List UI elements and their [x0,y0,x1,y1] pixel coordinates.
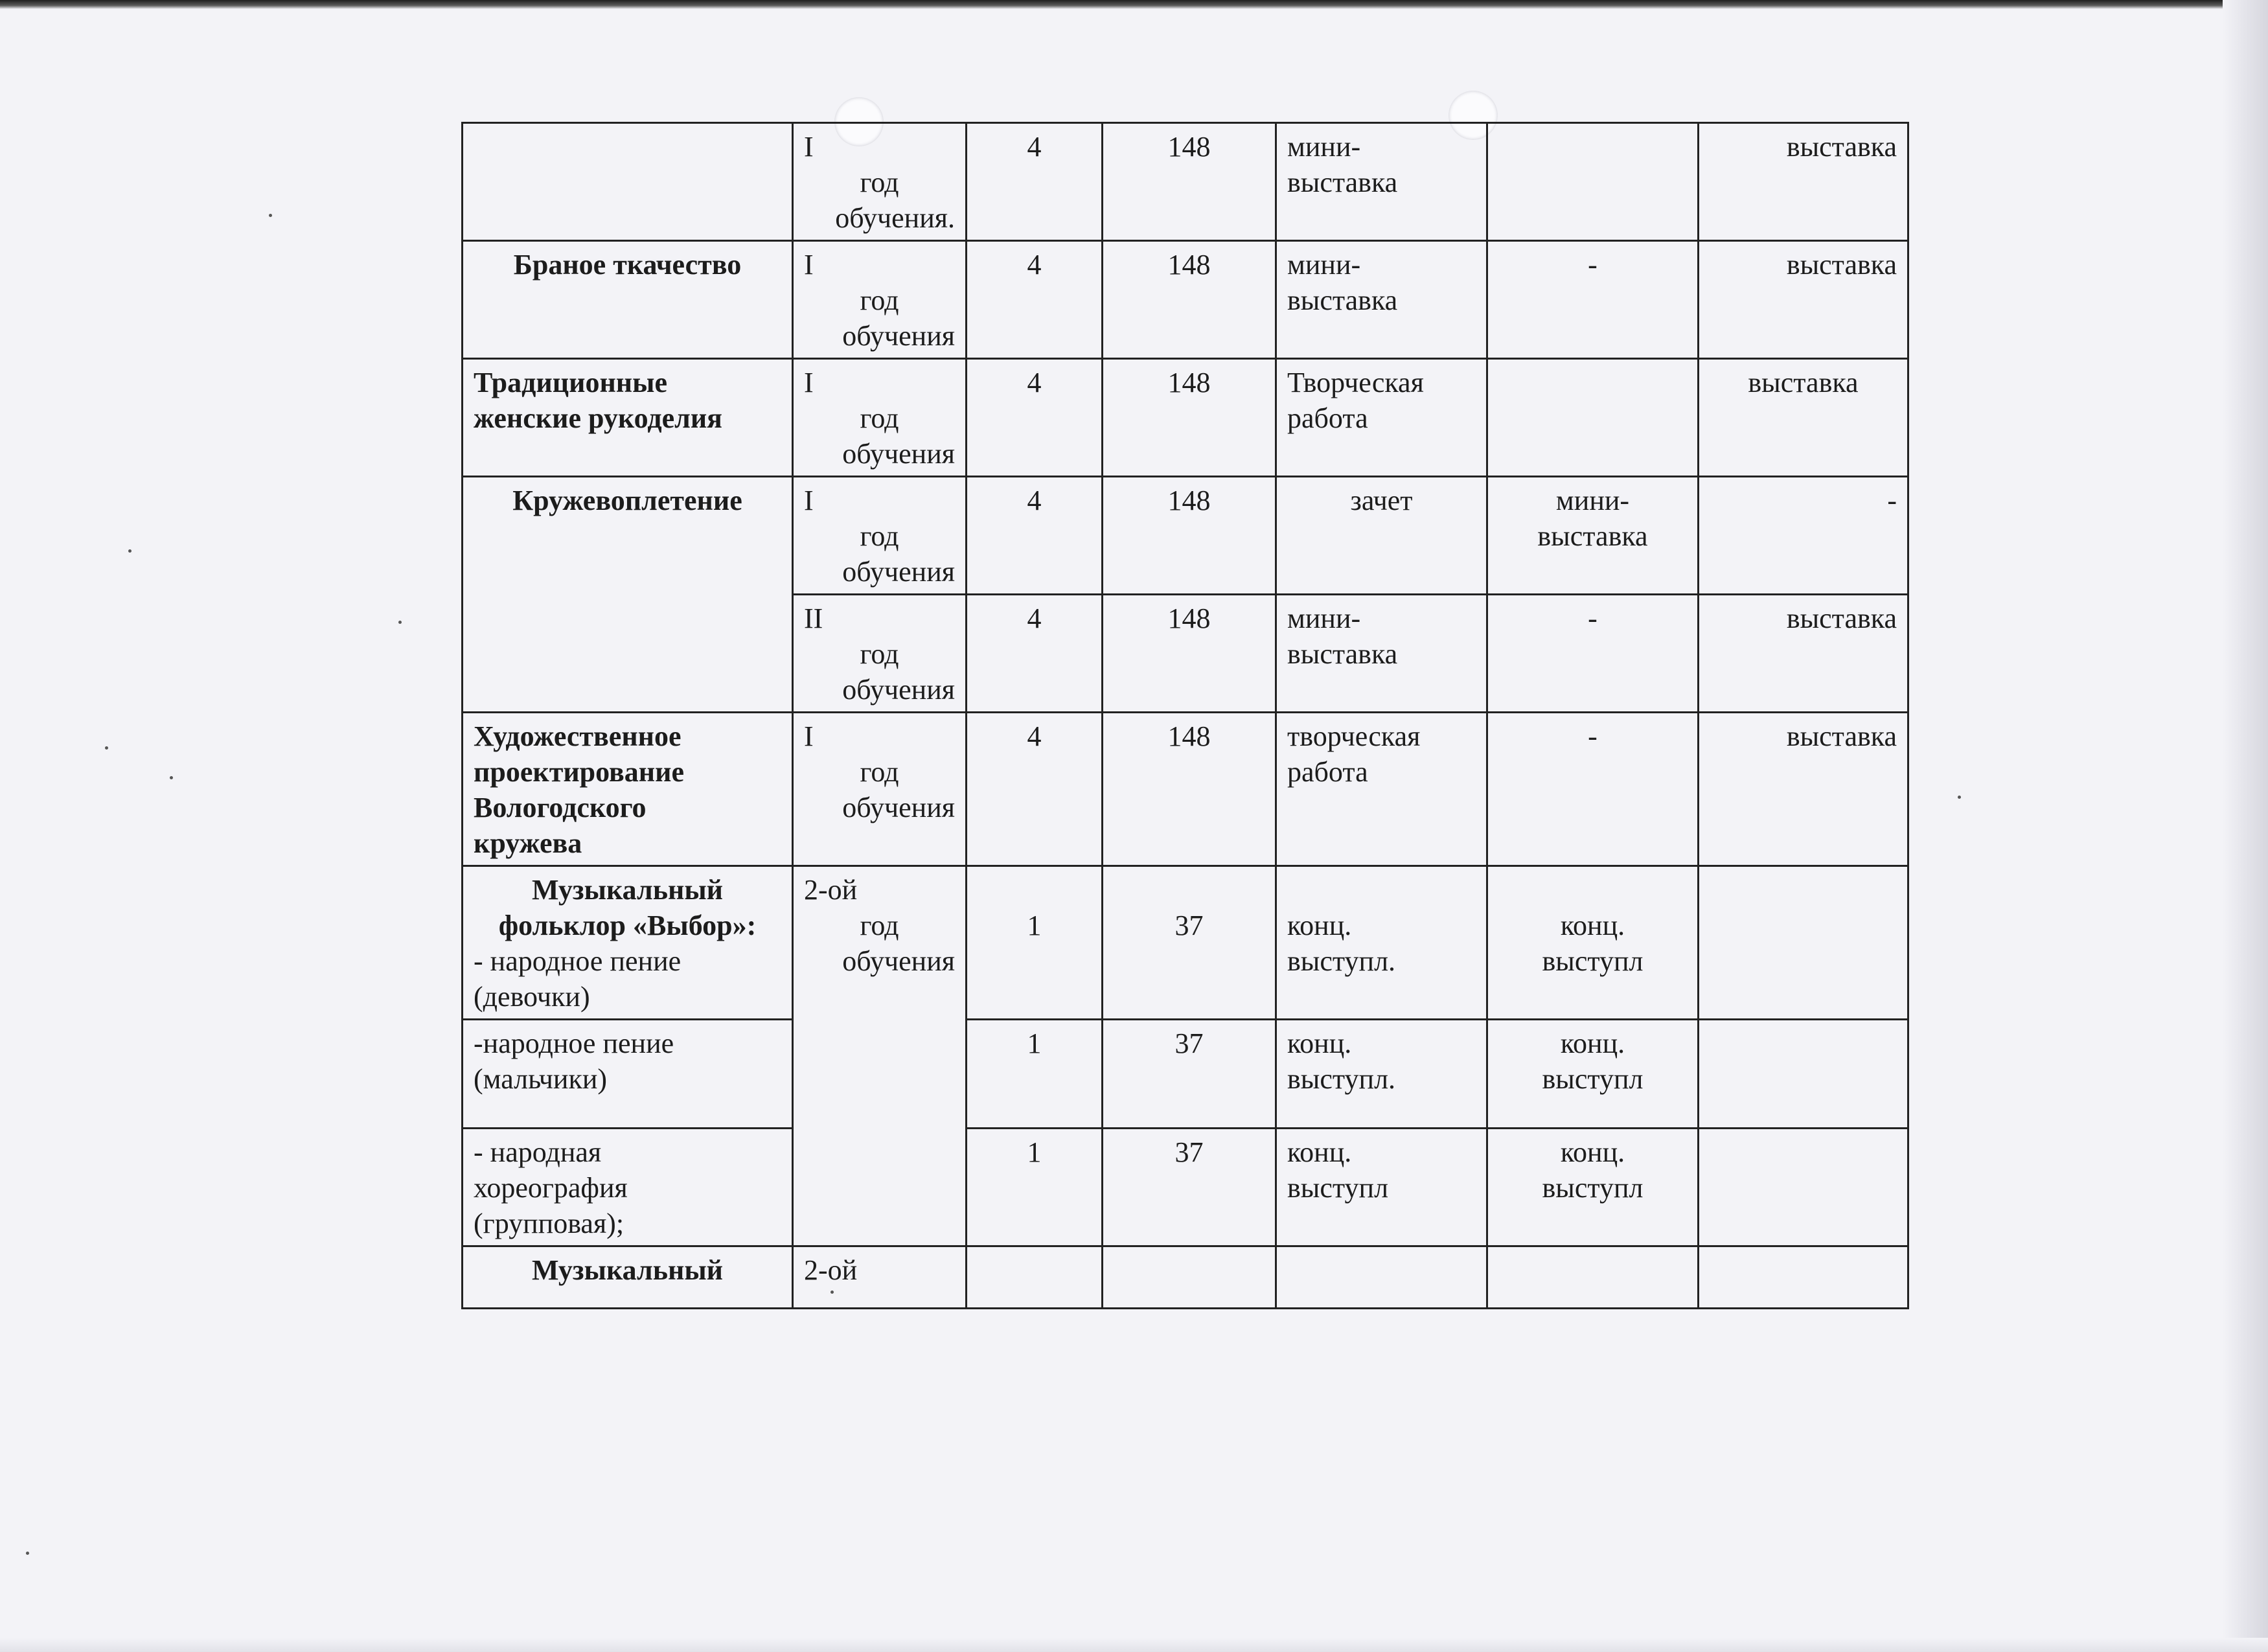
hours-total-cell [1103,477,1276,595]
cell-text-line: мини- [1287,249,1361,281]
assessment-2-cell [1487,1020,1699,1129]
assessment-3-cell [1699,477,1908,595]
cell-text-line: 1 [1027,1027,1042,1059]
scan-edge-bottom [0,1638,2268,1652]
scan-speck [170,776,173,779]
program-name-cell [463,1020,793,1129]
cell-text-line [1498,872,1687,908]
cell-text-line: Вологодского [474,792,647,823]
study-year-cell [793,1246,967,1309]
assessment-3-cell [1699,359,1908,477]
cell-text-line: конц. [1560,1027,1625,1059]
cell-text-line: женские рукоделия [474,402,722,434]
program-name-cell [463,1246,793,1309]
cell-text-line: 4 [1027,131,1042,163]
cell-text-line: выставка [1287,284,1398,316]
cell-text-line: I [804,249,814,281]
scan-edge-right [2223,0,2268,1652]
hours-total-cell [1103,866,1276,1020]
assessment-1-cell [1276,595,1487,713]
program-name-cell [463,359,793,477]
cell-text-line: конц. [1287,1027,1352,1059]
program-name-cell [463,713,793,866]
cell-text-line: кружева [474,827,582,859]
cell-text-line: Традиционные [474,367,668,398]
cell-text-line: обучения [842,556,955,588]
cell-text-line: год [860,284,899,316]
assessment-2-cell [1487,123,1699,241]
cell-text-line: выступл [1542,1063,1644,1095]
cell-text-line: выступл. [1287,945,1396,977]
cell-text-line: выставка [1287,166,1398,198]
cell-text-line: год [860,166,899,198]
cell-text-line: год [860,638,899,670]
cell-text-line: I [804,367,814,398]
assessment-2-cell [1487,1246,1699,1309]
hours-total-cell [1103,1246,1276,1309]
cell-text-line: - [1588,249,1598,281]
cell-text-line: выставка [1786,249,1897,281]
cell-text-line: 4 [1027,367,1042,398]
cell-text-line: выставка [1537,520,1648,552]
hours-per-week-cell [967,1020,1103,1129]
hours-total-cell [1103,241,1276,359]
assessment-1-cell [1276,866,1487,1020]
cell-text-line: 4 [1027,485,1042,516]
cell-text-line: выставка [1748,367,1859,398]
cell-text-line: 148 [1167,249,1211,281]
cell-text-line: I [804,720,814,752]
cell-text-line: выступл. [1287,1063,1396,1095]
study-year-cell [793,866,967,1246]
cell-text-line: - [1588,602,1598,634]
cell-text-line: 148 [1167,720,1211,752]
assessment-1-cell [1276,713,1487,866]
assessment-2-cell [1487,595,1699,713]
cell-text-line: 37 [1174,1136,1204,1168]
hours-total-cell [1103,123,1276,241]
cell-text-line: обучения [842,674,955,706]
cell-text-line: конц. [1560,910,1625,941]
cell-text-line: -народное пение [474,1027,674,1059]
cell-text-line: год [860,756,899,788]
scan-speck [26,1552,29,1555]
hours-per-week-cell [967,241,1103,359]
cell-text-line: 1 [1027,1136,1042,1168]
table-row [463,123,1908,241]
cell-text-line: работа [1287,402,1368,434]
table-row [463,713,1908,866]
scan-edge-top [0,0,2268,9]
scan-speck [105,746,108,750]
assessment-1-cell [1276,1020,1487,1129]
cell-text-line: выступл [1542,1172,1644,1204]
cell-text-line: 148 [1167,367,1211,398]
cell-text-line: 37 [1174,1027,1204,1059]
cell-text-line: 148 [1167,131,1211,163]
cell-text-line: (мальчики) [474,1063,608,1095]
assessment-1-cell [1276,359,1487,477]
hours-total-cell [1103,595,1276,713]
cell-text-line: обучения [842,792,955,823]
study-year-cell [793,595,967,713]
cell-text-line: выставка [1287,638,1398,670]
table-row [463,1020,1908,1129]
study-year-cell [793,477,967,595]
study-year-cell [793,123,967,241]
cell-text-line: фольклор «Выбор»: [498,910,757,941]
cell-text-line: 2-ой [804,1254,858,1286]
assessment-3-cell [1699,713,1908,866]
hours-per-week-cell [967,477,1103,595]
hours-per-week-cell [967,595,1103,713]
hours-per-week-cell [967,1129,1103,1246]
cell-text-line: Кружевоплетение [512,485,742,516]
cell-text-line: (групповая); [474,1208,624,1239]
hours-total-cell [1103,1020,1276,1129]
table-row [463,866,1908,1020]
cell-text-line: - [1588,720,1598,752]
assessment-1-cell [1276,241,1487,359]
scan-speck [398,621,402,624]
assessment-2-cell [1487,713,1699,866]
program-name-cell [463,123,793,241]
program-name-cell [463,477,793,713]
cell-text-line: 1 [1027,910,1042,941]
hours-per-week-cell [967,1246,1103,1309]
cell-text-line: выставка [1786,720,1897,752]
assessment-1-cell [1276,123,1487,241]
scan-speck [128,549,132,553]
cell-text-line: обучения. [835,202,955,234]
scan-speck [1958,796,1961,799]
table-row [463,359,1908,477]
hours-per-week-cell [967,713,1103,866]
study-year-cell [793,241,967,359]
assessment-3-cell [1699,241,1908,359]
cell-text-line: хореография [474,1172,628,1204]
cell-text-line: проектирование [474,756,685,788]
cell-text-line: 2-ой [804,874,858,906]
cell-text-line: - народное пение [474,945,682,977]
schedule-table [461,122,1909,1309]
hours-total-cell [1103,1129,1276,1246]
assessment-3-cell [1699,123,1908,241]
cell-text-line: конц. [1560,1136,1625,1168]
scan-speck [269,214,272,217]
assessment-2-cell [1487,359,1699,477]
cell-text-line: мини- [1287,602,1361,634]
cell-text-line: мини- [1287,131,1361,163]
cell-text-line: 4 [1027,720,1042,752]
assessment-3-cell [1699,1020,1908,1129]
cell-text-line [978,872,1091,908]
cell-text-line: год [860,520,899,552]
hours-per-week-cell [967,359,1103,477]
cell-text-line: выставка [1786,602,1897,634]
assessment-3-cell [1699,1129,1908,1246]
study-year-cell [793,713,967,866]
cell-text-line: Браное ткачество [513,249,742,281]
schedule-table-body [463,123,1908,1309]
cell-text-line: 148 [1167,602,1211,634]
cell-text-line: II [804,602,823,634]
assessment-2-cell [1487,477,1699,595]
cell-text-line: выступл [1542,945,1644,977]
assessment-2-cell [1487,866,1699,1020]
cell-text-line [1287,872,1476,908]
cell-text-line: 37 [1174,910,1204,941]
program-name-cell [463,1129,793,1246]
assessment-1-cell [1276,477,1487,595]
cell-text-line: обучения [842,438,955,470]
hours-total-cell [1103,713,1276,866]
table-row [463,1246,1908,1309]
assessment-3-cell [1699,595,1908,713]
table-row [463,477,1908,595]
study-year-cell [793,359,967,477]
cell-text-line: работа [1287,756,1368,788]
cell-text-line: Художественное [474,720,682,752]
program-name-cell [463,866,793,1020]
hours-per-week-cell [967,123,1103,241]
cell-text-line: выступл [1287,1172,1389,1204]
cell-text-line: - народная [474,1136,602,1168]
assessment-3-cell [1699,866,1908,1020]
hours-total-cell [1103,359,1276,477]
program-name-cell [463,241,793,359]
assessment-2-cell [1487,241,1699,359]
cell-text-line: год [860,402,899,434]
cell-text-line: Творческая [1287,367,1424,398]
cell-text-line: (девочки) [474,981,590,1013]
cell-text-line: I [804,131,814,163]
cell-text-line: Музыкальный [531,874,724,906]
cell-text-line: выставка [1786,131,1897,163]
assessment-1-cell [1276,1129,1487,1246]
cell-text-line: 148 [1167,485,1211,516]
cell-text-line: 4 [1027,602,1042,634]
cell-text-line: конц. [1287,910,1352,941]
cell-text-line: конц. [1287,1136,1352,1168]
assessment-1-cell [1276,1246,1487,1309]
assessment-3-cell [1699,1246,1908,1309]
cell-text-line [1114,872,1265,908]
cell-text-line: творческая [1287,720,1421,752]
hours-per-week-cell [967,866,1103,1020]
cell-text-line: зачет [1350,485,1413,516]
cell-text-line: год [860,910,899,941]
cell-text-line: обучения [842,945,955,977]
table-row [463,241,1908,359]
cell-text-line: 4 [1027,249,1042,281]
cell-text-line: I [804,485,814,516]
cell-text-line: - [1887,485,1897,516]
cell-text-line: Музыкальный [531,1254,724,1286]
cell-text-line: мини- [1555,485,1630,516]
cell-text-line: обучения [842,320,955,352]
assessment-2-cell [1487,1129,1699,1246]
table-row [463,1129,1908,1246]
